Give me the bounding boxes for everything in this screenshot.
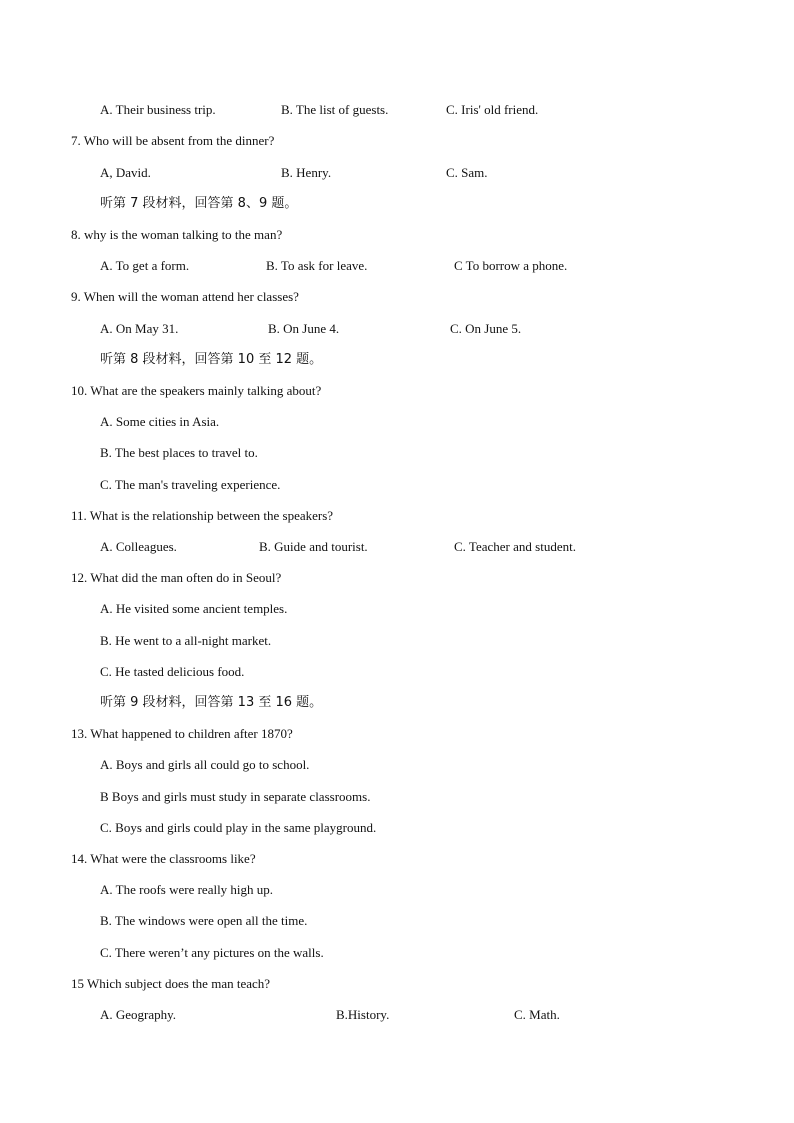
q8-option-b: B. To ask for leave. — [266, 258, 368, 273]
q15-option-b: B.History. — [336, 1007, 390, 1022]
section-8-instruction: 听第 8 段材料，回答第 10 至 12 题。 — [100, 352, 323, 367]
q11-option-a: A. Colleagues. — [100, 539, 177, 554]
q6-option-c: C. Iris' old friend. — [446, 102, 539, 117]
q7-question: 7. Who will be absent from the dinner? — [71, 133, 275, 148]
section-7-instruction: 听第 7 段材料，回答第 8、9 题。 — [100, 196, 298, 211]
q12-question: 12. What did the man often do in Seoul? — [71, 570, 282, 585]
q10-question: 10. What are the speakers mainly talking about? — [71, 383, 322, 398]
q14-question: 14. What were the classrooms like? — [71, 851, 256, 866]
q6-option-a: A. Their business trip. — [100, 102, 216, 117]
q12-option-b: B. He went to a all-night market. — [100, 633, 272, 648]
q9-question: 9. When will the woman attend her classes? — [71, 289, 299, 304]
q8-option-c: C To borrow a phone. — [454, 258, 568, 273]
q15-option-a: A. Geography. — [100, 1007, 177, 1022]
q9-option-b: B. On June 4. — [268, 321, 340, 336]
q13-option-a: A. Boys and girls all could go to school. — [100, 757, 310, 772]
q9-option-a: A. On May 31. — [100, 321, 179, 336]
q15-question: 15 Which subject does the man teach? — [71, 976, 271, 991]
q10-option-b: B. The best places to travel to. — [100, 445, 258, 460]
q13-option-b: B Boys and girls must study in separate classrooms. — [100, 789, 371, 804]
q9-option-c: C. On June 5. — [450, 321, 522, 336]
q10-option-c: C. The man's traveling experience. — [100, 477, 281, 492]
q12-option-a: A. He visited some ancient temples. — [100, 601, 288, 616]
q7-option-b: B. Henry. — [281, 165, 332, 180]
q11-option-c: C. Teacher and student. — [454, 539, 576, 554]
q8-question: 8. why is the woman talking to the man? — [71, 227, 283, 242]
q11-question: 11. What is the relationship between the speakers? — [71, 508, 334, 523]
section-9-instruction: 听第 9 段材料，回答第 13 至 16 题。 — [100, 695, 323, 710]
q11-option-b: B. Guide and tourist. — [259, 539, 368, 554]
q6-option-b: B. The list of guests. — [281, 102, 389, 117]
q14-option-b: B. The windows were open all the time. — [100, 913, 308, 928]
q7-option-a: A, David. — [100, 165, 151, 180]
q12-option-c: C. He tasted delicious food. — [100, 664, 245, 679]
q13-question: 13. What happened to children after 1870? — [71, 726, 293, 741]
q14-option-a: A. The roofs were really high up. — [100, 882, 274, 897]
q8-option-a: A. To get a form. — [100, 258, 190, 273]
q10-option-a: A. Some cities in Asia. — [100, 414, 220, 429]
q15-option-c: C. Math. — [514, 1007, 560, 1022]
q13-option-c: C. Boys and girls could play in the same playground. — [100, 820, 377, 835]
q14-option-c: C. There weren’t any pictures on the walls. — [100, 945, 324, 960]
q7-option-c: C. Sam. — [446, 165, 488, 180]
